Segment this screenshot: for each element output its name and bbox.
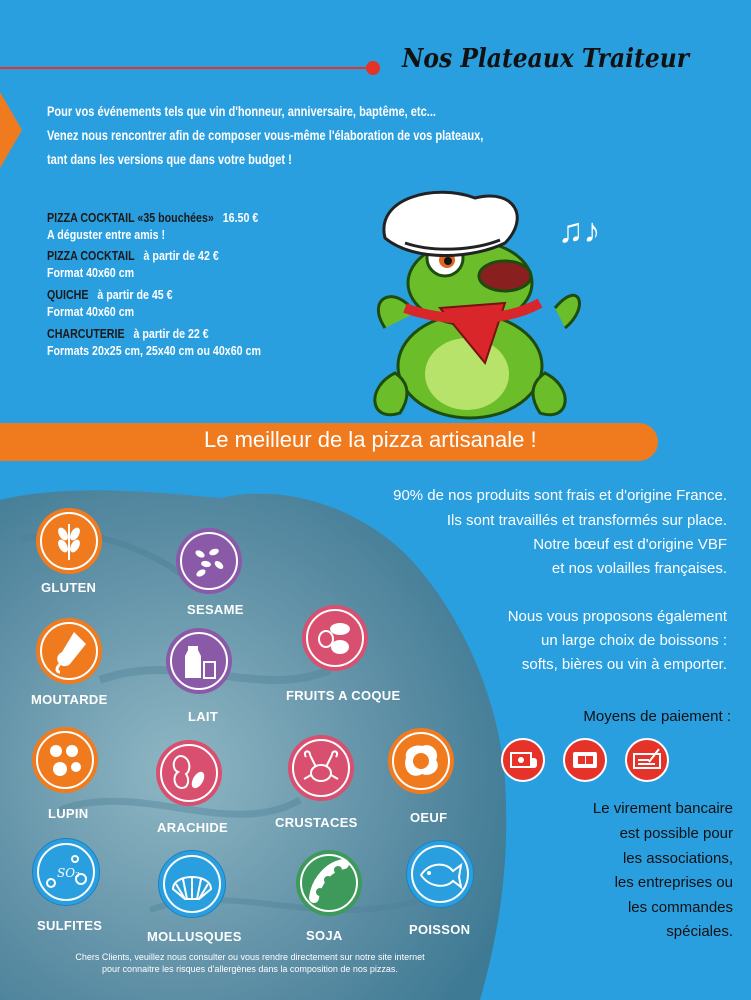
sesame-label: SESAME	[187, 602, 244, 617]
menu-item-4-heading	[47, 326, 209, 341]
poisson-icon	[406, 840, 474, 908]
menu-item-3-name: QUICHE	[47, 287, 89, 302]
menu-item-2-name: PIZZA COCKTAIL	[47, 248, 135, 263]
mollusques-icon	[158, 850, 226, 918]
transfer-line-3: les associations,	[622, 850, 733, 867]
fruits-a-coque-icon	[302, 605, 368, 671]
arachide-icon	[156, 740, 222, 806]
oeuf-label: OEUF	[410, 810, 448, 825]
svg-text:SO₂: SO₂	[57, 866, 80, 880]
crustaces-label: CRUSTACES	[275, 815, 358, 830]
fruits-a-coque-label: FRUITS A COQUE	[286, 688, 401, 703]
header-line	[0, 67, 372, 69]
menu-item-2-detail: Format 40x60 cm	[47, 265, 135, 280]
sulfites-label: SULFITES	[37, 918, 103, 933]
intro-line-2: Venez nous rencontrer afin de composer vous-même l'élaboration de vos plateaux,	[47, 128, 484, 143]
products-line-1: 90% de nos produits sont frais et d'origine France.	[393, 487, 727, 504]
products-line-3: Notre bœuf est d'origine VBF	[533, 536, 727, 553]
drinks-line-3: softs, bières ou vin à emporter.	[521, 656, 727, 673]
transfer-line-6: spéciales.	[666, 923, 733, 940]
menu-item-2-price: à partir de 42 €	[143, 248, 219, 263]
soja-icon	[296, 850, 362, 916]
header-dot	[366, 61, 380, 75]
lait-label: LAIT	[188, 709, 219, 724]
menu-item-3-price: à partir de 45 €	[97, 287, 173, 302]
menu-item-1-price: 16.50 €	[222, 210, 259, 225]
products-line-4: et nos volailles françaises.	[551, 560, 727, 577]
moutarde-label: MOUTARDE	[31, 692, 108, 707]
transfer-line-5: les commandes	[627, 899, 733, 916]
card-payment-icon	[563, 738, 607, 782]
transfer-line-1: Le virement bancaire	[592, 800, 733, 817]
menu-item-1-detail: A déguster entre amis !	[47, 227, 166, 242]
poisson-label: POISSON	[409, 922, 471, 937]
lait-icon	[166, 628, 232, 694]
menu-item-3-detail: Format 40x60 cm	[47, 304, 135, 319]
menu-item-4-price: à partir de 22 €	[133, 326, 209, 341]
sesame-icon	[176, 528, 242, 594]
intro-line-3: tant dans les versions que dans votre budget !	[47, 152, 292, 167]
oeuf-icon	[388, 728, 454, 794]
footer-line-2: pour connaitre les risques d'allergènes dans la composition de nos pizzas.	[102, 964, 398, 974]
gluten-label: GLUTEN	[41, 580, 97, 595]
transfer-line-4: les entreprises ou	[614, 874, 733, 891]
menu-item-1-name: PIZZA COCKTAIL «35 bouchées»	[47, 210, 214, 225]
drinks-line-1: Nous vous proposons également	[507, 608, 727, 625]
menu-item-1-heading	[47, 210, 258, 225]
footer-line-1: Chers Clients, veuillez nous consulter ou vous rendre directement sur notre site internet	[75, 952, 425, 962]
menu-item-2-heading	[47, 248, 219, 263]
gluten-icon	[36, 508, 102, 574]
menu-item-3-heading	[47, 287, 173, 302]
menu-item-4-name: CHARCUTERIE	[47, 326, 125, 341]
lupin-icon	[32, 727, 98, 793]
products-line-2: Ils sont travaillés et transformés sur place.	[446, 512, 727, 529]
sulfites-icon	[32, 838, 100, 906]
mollusques-label: MOLLUSQUES	[147, 929, 242, 944]
lupin-label: LUPIN	[48, 806, 89, 821]
frog-chef-mascot	[355, 188, 585, 428]
transfer-line-2: est possible pour	[619, 825, 733, 842]
orange-triangle	[0, 92, 22, 168]
moutarde-icon	[36, 618, 102, 684]
intro-line-1: Pour vos événements tels que vin d'honneur, anniversaire, baptême, etc...	[47, 104, 436, 119]
cheque-payment-icon	[625, 738, 669, 782]
page-title: Nos Plateaux Traiteur	[402, 44, 690, 74]
slogan-text: Le meilleur de la pizza artisanale !	[204, 427, 537, 452]
crustaces-icon	[288, 735, 354, 801]
drinks-line-2: un large choix de boissons :	[541, 632, 727, 649]
payment-label: Moyens de paiement :	[583, 708, 731, 725]
arachide-label: ARACHIDE	[157, 820, 229, 835]
music-notes: ♫♪	[558, 212, 601, 250]
menu-item-4-detail: Formats 20x25 cm, 25x40 cm ou 40x60 cm	[47, 343, 261, 358]
cash-payment-icon	[501, 738, 545, 782]
soja-label: SOJA	[306, 928, 343, 943]
